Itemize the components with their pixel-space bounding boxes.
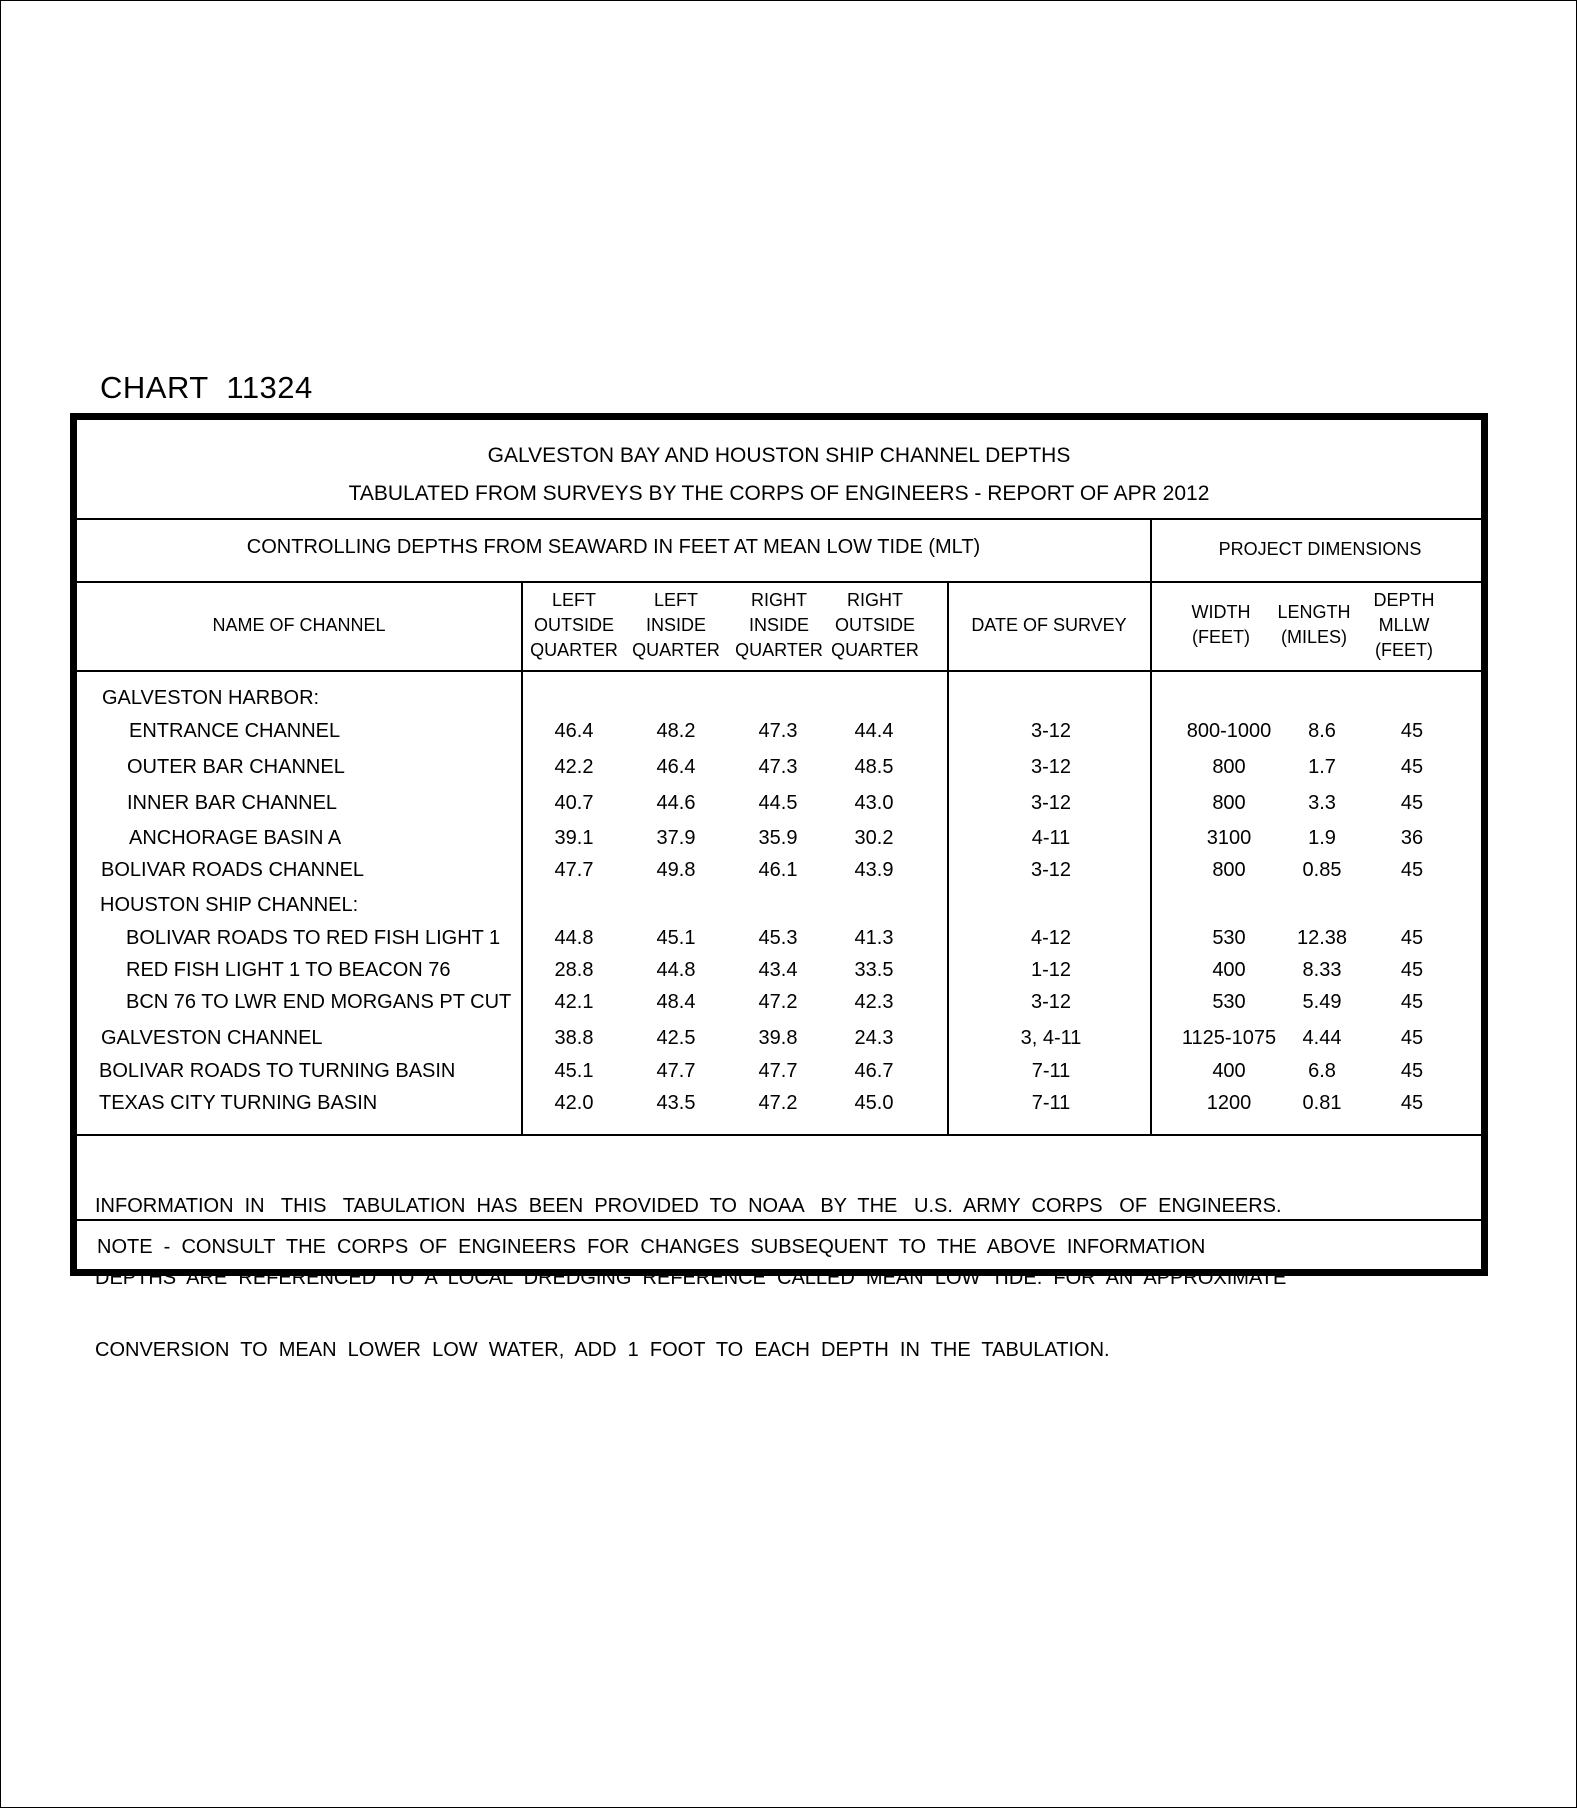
header-left-inside-quarter: LEFT INSIDE QUARTER [632, 590, 720, 660]
cell-liq: 45.1 [656, 927, 696, 949]
cell-depth: 45 [1400, 959, 1424, 981]
cell-roq: 43.0 [854, 792, 894, 814]
cell-loq: 44.8 [554, 927, 594, 949]
cell-liq: 42.5 [656, 1027, 696, 1049]
cell-roq: 30.2 [854, 827, 894, 849]
cell-liq: 48.2 [656, 720, 696, 742]
cell-roq: 45.0 [854, 1092, 894, 1114]
cell-date: 3, 4-11 [1020, 1027, 1082, 1049]
cell-riq: 47.2 [758, 991, 798, 1013]
cell-loq: 42.2 [554, 756, 594, 778]
cell-riq: 47.2 [758, 1092, 798, 1114]
cell-width: 530 [1212, 991, 1246, 1013]
channel-name: BOLIVAR ROADS TO TURNING BASIN [99, 1060, 456, 1082]
header-depth-mllw: DEPTH MLLW (FEET) [1373, 590, 1435, 660]
cell-date: 4-12 [1030, 927, 1072, 949]
cell-riq: 47.3 [758, 720, 798, 742]
table-subtitle: TABULATED FROM SURVEYS BY THE CORPS OF ENGINEERS - REPORT OF APR 2012 [348, 482, 1210, 505]
cell-width: 530 [1212, 927, 1246, 949]
cell-width: 800 [1212, 756, 1246, 778]
cell-date: 7-11 [1031, 1060, 1071, 1082]
header-date-of-survey: DATE OF SURVEY [971, 615, 1127, 635]
header-length: LENGTH (MILES) [1277, 602, 1351, 647]
project-dimensions-heading: PROJECT DIMENSIONS [1218, 539, 1422, 559]
cell-riq: 46.1 [758, 859, 798, 881]
cell-depth: 45 [1400, 756, 1424, 778]
info-line: INFORMATION IN THIS TABULATION HAS BEEN PROVIDED TO NOAA BY THE U.S. ARMY CORPS OF ENGINEERS. [95, 1195, 1282, 1217]
channel-name: OUTER BAR CHANNEL [127, 756, 345, 778]
cell-width: 800 [1212, 792, 1246, 814]
header-left-outside-quarter: LEFT OUTSIDE QUARTER [530, 590, 618, 660]
cell-riq: 44.5 [758, 792, 798, 814]
cell-riq: 47.7 [758, 1060, 798, 1082]
cell-loq: 42.0 [554, 1092, 594, 1114]
cell-depth: 45 [1400, 859, 1424, 881]
cell-depth: 45 [1400, 1027, 1424, 1049]
cell-riq: 35.9 [758, 827, 798, 849]
cell-roq: 44.4 [854, 720, 894, 742]
channel-name: BOLIVAR ROADS CHANNEL [101, 859, 365, 881]
cell-length: 4.44 [1302, 1027, 1342, 1049]
cell-liq: 44.8 [656, 959, 696, 981]
rule-name-divider [521, 581, 523, 1134]
cell-width: 400 [1212, 1060, 1246, 1082]
cell-liq: 43.5 [656, 1092, 696, 1114]
cell-loq: 28.8 [554, 959, 594, 981]
cell-length: 1.9 [1308, 827, 1336, 849]
cell-length: 5.49 [1302, 991, 1342, 1013]
cell-width: 400 [1212, 959, 1246, 981]
cell-riq: 39.8 [758, 1027, 798, 1049]
cell-depth: 36 [1400, 827, 1424, 849]
channel-name: RED FISH LIGHT 1 TO BEACON 76 [126, 959, 451, 981]
channel-name: INNER BAR CHANNEL [127, 792, 338, 814]
cell-roq: 46.7 [854, 1060, 894, 1082]
cell-date: 3-12 [1030, 756, 1072, 778]
header-width: WIDTH (FEET) [1191, 602, 1251, 647]
cell-loq: 40.7 [554, 792, 594, 814]
rule-header [77, 670, 1481, 672]
cell-length: 0.81 [1302, 1092, 1342, 1114]
cell-liq: 48.4 [656, 991, 696, 1013]
cell-date: 7-11 [1031, 1092, 1071, 1114]
cell-riq: 45.3 [758, 927, 798, 949]
cell-liq: 46.4 [656, 756, 696, 778]
cell-depth: 45 [1400, 720, 1424, 742]
cell-roq: 33.5 [854, 959, 894, 981]
header-name-of-channel: NAME OF CHANNEL [212, 615, 386, 635]
cell-width: 1125-1075 [1181, 1027, 1277, 1049]
cell-loq: 39.1 [554, 827, 594, 849]
cell-roq: 43.9 [854, 859, 894, 881]
controlling-depths-heading: CONTROLLING DEPTHS FROM SEAWARD IN FEET AT MEAN LOW TIDE (MLT) [246, 536, 981, 558]
cell-width: 1200 [1206, 1092, 1252, 1114]
channel-name: GALVESTON HARBOR: [102, 687, 320, 709]
cell-depth: 45 [1400, 1092, 1424, 1114]
channel-name: HOUSTON SHIP CHANNEL: [100, 894, 359, 916]
cell-roq: 41.3 [854, 927, 894, 949]
cell-liq: 49.8 [656, 859, 696, 881]
header-right-outside-quarter: RIGHT OUTSIDE QUARTER [831, 590, 919, 660]
cell-depth: 45 [1400, 792, 1424, 814]
cell-length: 1.7 [1308, 756, 1336, 778]
channel-name: ANCHORAGE BASIN A [129, 827, 342, 849]
cell-date: 4-11 [1031, 827, 1071, 849]
cell-loq: 42.1 [554, 991, 594, 1013]
cell-depth: 45 [1400, 991, 1424, 1013]
cell-riq: 43.4 [758, 959, 798, 981]
cell-loq: 45.1 [554, 1060, 594, 1082]
note-text: NOTE - CONSULT THE CORPS OF ENGINEERS FOR CHANGES SUBSEQUENT TO THE ABOVE INFORMATION [97, 1236, 1206, 1258]
cell-liq: 44.6 [656, 792, 696, 814]
cell-depth: 45 [1400, 927, 1424, 949]
info-line: CONVERSION TO MEAN LOWER LOW WATER, ADD 1 FOOT TO EACH DEPTH IN THE TABULATION. [95, 1339, 1110, 1361]
rule-section [77, 581, 1481, 583]
cell-date: 3-12 [1030, 859, 1072, 881]
channel-name: BOLIVAR ROADS TO RED FISH LIGHT 1 [126, 927, 501, 949]
cell-roq: 42.3 [854, 991, 894, 1013]
rule-project-divider [1150, 518, 1152, 1134]
channel-name: ENTRANCE CHANNEL [129, 720, 341, 742]
cell-length: 8.33 [1302, 959, 1342, 981]
cell-loq: 47.7 [554, 859, 594, 881]
cell-length: 12.38 [1296, 927, 1348, 949]
cell-depth: 45 [1400, 1060, 1424, 1082]
cell-liq: 47.7 [656, 1060, 696, 1082]
rule-title [77, 518, 1481, 520]
info-line: DEPTHS ARE REFERENCED TO A LOCAL DREDGING REFERENCE CALLED MEAN LOW TIDE. FOR AN APPROXIMATE [95, 1267, 1287, 1289]
info-text [95, 1146, 1286, 1410]
channel-name: BCN 76 TO LWR END MORGANS PT CUT [126, 991, 512, 1013]
cell-length: 0.85 [1302, 859, 1342, 881]
table-title: GALVESTON BAY AND HOUSTON SHIP CHANNEL DEPTHS [487, 444, 1071, 467]
cell-width: 800 [1212, 859, 1246, 881]
cell-length: 6.8 [1308, 1060, 1336, 1082]
cell-date: 3-12 [1030, 792, 1072, 814]
cell-date: 1-12 [1030, 959, 1072, 981]
cell-length: 3.3 [1308, 792, 1336, 814]
header-right-inside-quarter: RIGHT INSIDE QUARTER [735, 590, 823, 660]
cell-loq: 38.8 [554, 1027, 594, 1049]
cell-roq: 24.3 [854, 1027, 894, 1049]
rule-body [77, 1134, 1481, 1136]
rule-date-divider [947, 581, 949, 1134]
cell-length: 8.6 [1308, 720, 1336, 742]
cell-roq: 48.5 [854, 756, 894, 778]
cell-width: 3100 [1206, 827, 1252, 849]
cell-loq: 46.4 [554, 720, 594, 742]
cell-riq: 47.3 [758, 756, 798, 778]
depth-table [70, 413, 1488, 1361]
chart-number: CHART 11324 [100, 370, 313, 405]
cell-date: 3-12 [1030, 991, 1072, 1013]
cell-date: 3-12 [1030, 720, 1072, 742]
cell-width: 800-1000 [1186, 720, 1272, 742]
channel-name: GALVESTON CHANNEL [101, 1027, 323, 1049]
cell-liq: 37.9 [656, 827, 696, 849]
channel-name: TEXAS CITY TURNING BASIN [99, 1092, 378, 1114]
